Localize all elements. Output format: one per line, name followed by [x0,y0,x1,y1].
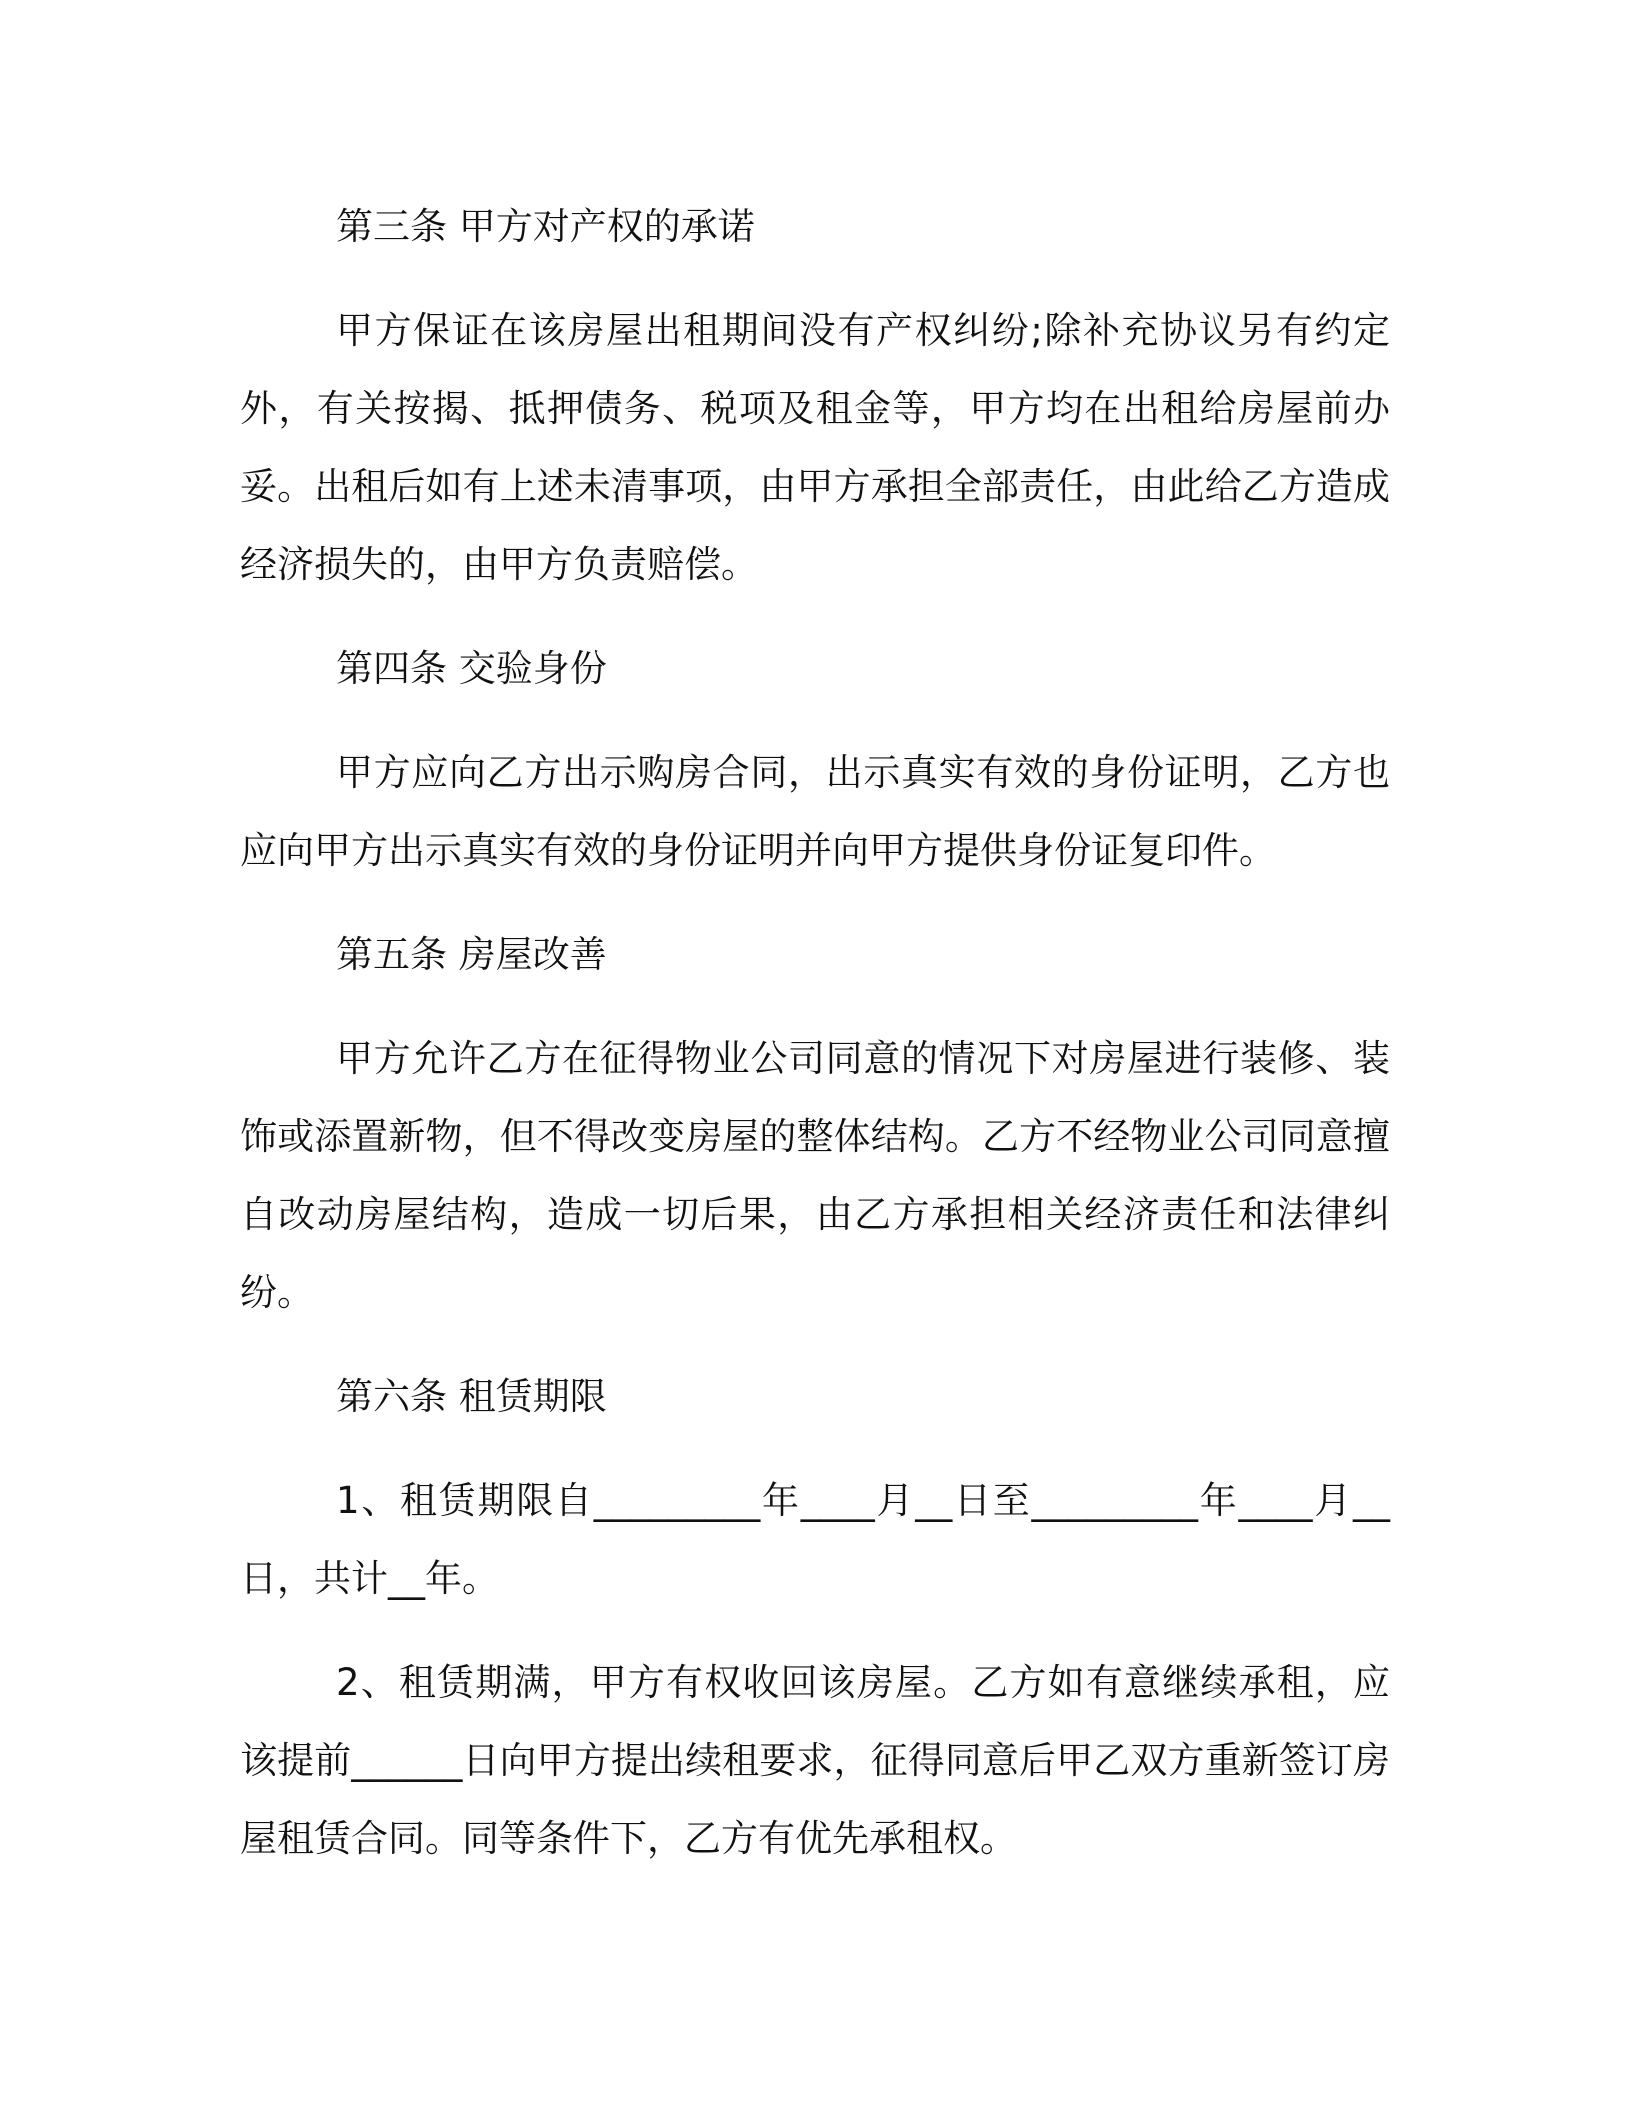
section-heading: 第五条 房屋改善 [336,933,607,976]
section-heading: 第三条 甲方对产权的承诺 [336,205,755,248]
section-paragraph: 甲方允许乙方在征得物业公司同意的情况下对房屋进行装修、装饰或添置新物，但不得改变房屋的整体结构。乙方不经物业公司同意擅自改动房屋结构，造成一切后果，由乙方承担相关经济责任和法律纠纷。 [240,1037,1390,1314]
section-article-6 [240,1358,1390,1878]
section-heading: 第六条 租赁期限 [336,1375,607,1418]
section-article-4 [240,630,1390,890]
section-paragraph: 1、租赁期限自_________年____月__日至_________年____月__日，共计__年。 [240,1479,1390,1600]
section-paragraph: 2、租赁期满，甲方有权收回该房屋。乙方如有意继续承租，应该提前______日向甲方提出续租要求，征得同意后甲乙双方重新签订房屋租赁合同。同等条件下，乙方有优先承租权。 [240,1661,1390,1860]
section-paragraph: 甲方应向乙方出示购房合同，出示真实有效的身份证明，乙方也应向甲方出示真实有效的身份证明并向甲方提供身份证复印件。 [240,751,1390,872]
section-heading: 第四条 交验身份 [336,647,607,690]
section-paragraph: 甲方保证在该房屋出租期间没有产权纠纷;除补充协议另有约定外，有关按揭、抵押债务、税项及租金等，甲方均在出租给房屋前办妥。出租后如有上述未清事项，由甲方承担全部责任，由此给乙方造成经济损失的，由甲方负责赔偿。 [240,309,1390,586]
section-article-5 [240,916,1390,1332]
document-body [240,188,1390,1904]
section-article-3 [240,188,1390,604]
